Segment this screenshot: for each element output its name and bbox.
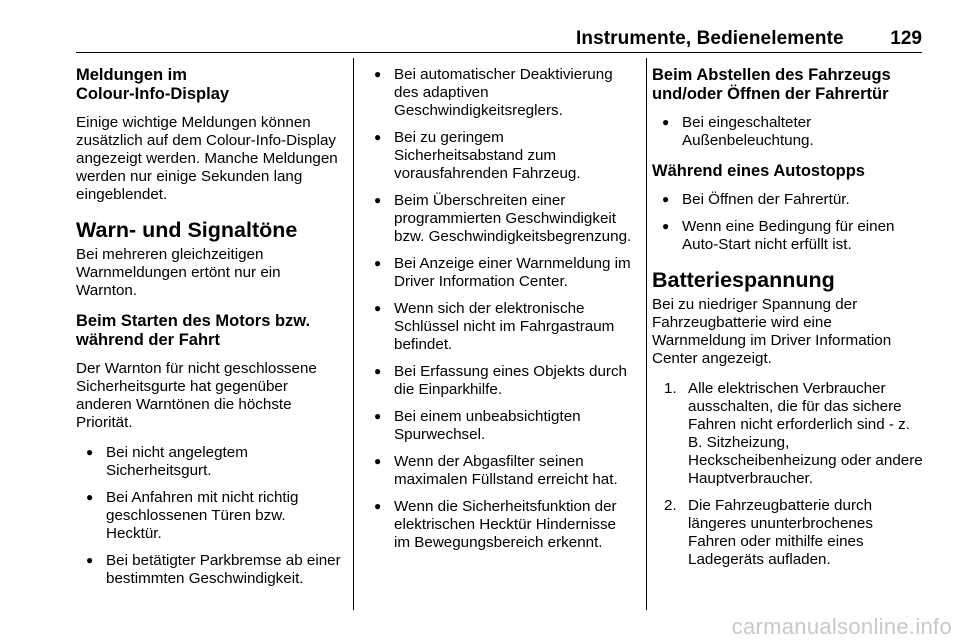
list-item: ● Wenn der Abgasfilter seinen maximalen Füllstand erreicht hat.	[364, 453, 636, 489]
column-2	[364, 66, 636, 564]
heading-beim-starten: Beim Starten des Motors bzw. während der Fahrt	[76, 312, 311, 349]
paragraph-colour-info: Einige wichtige Meldungen können zusätzlich auf dem Colour-Info-Display angezeigt werden. Manche Meldungen werden nur einige Sekunden lang eingeblendet.	[76, 114, 338, 203]
step-text: Die Fahrzeugbatterie durch längeres ununterbrochenes Fahren oder mithilfe eines Ladegeräts aufladen.	[688, 497, 873, 568]
list-item: ● Wenn eine Bedingung für einen Auto-Start nicht erfüllt ist.	[652, 218, 924, 254]
list-item: ● Beim Überschreiten einer programmierten Geschwindigkeit bzw. Geschwindigkeitsbegrenzung.	[364, 192, 636, 246]
heading-batteriespannung: Batteriespannung	[652, 268, 835, 292]
warn-list-2	[364, 66, 636, 552]
warn-list-1	[76, 444, 344, 588]
page-number: 129	[890, 28, 922, 49]
column-3	[652, 66, 924, 578]
page-title: Instrumente, Bedienelemente	[576, 28, 844, 49]
heading-colour-info-display: Meldungen im Colour-Info-Display	[76, 66, 230, 103]
column-divider-2	[646, 58, 647, 610]
list-item: ● Wenn sich der elektronische Schlüssel nicht im Fahrgastraum befindet.	[364, 300, 636, 354]
list-item: ● Bei Öffnen der Fahrertür.	[652, 191, 924, 209]
list-item: ● Bei eingeschalteter Außenbeleuchtung.	[652, 114, 924, 150]
list-item: ● Bei zu geringem Sicherheitsabstand zum vorausfahrenden Fahrzeug.	[364, 129, 636, 183]
autostopp-list	[652, 191, 924, 254]
list-item	[652, 497, 924, 569]
list-item: ● Bei automatischer Deaktivierung des adaptiven Geschwindigkeitsreglers.	[364, 66, 636, 120]
heading-autostopp: Während eines Autostopps	[652, 162, 865, 180]
park-list	[652, 114, 924, 150]
step-number: 2.	[664, 497, 677, 514]
heading-warn-signaltoene: Warn- und Signaltöne	[76, 218, 298, 242]
list-item: ● Bei Erfassung eines Objekts durch die Einparkhilfe.	[364, 363, 636, 399]
list-item: ● Bei einem unbeabsichtigten Spurwechsel.	[364, 408, 636, 444]
column-1	[76, 66, 344, 600]
column-divider-1	[353, 58, 354, 610]
list-item: ● Bei Anfahren mit nicht richtig geschlossenen Türen bzw. Hecktür.	[76, 489, 344, 543]
list-item: ● Bei nicht angelegtem Sicherheitsgurt.	[76, 444, 344, 480]
list-item: ● Bei Anzeige einer Warnmeldung im Driver Information Center.	[364, 255, 636, 291]
list-item: ● Bei betätigter Parkbremse ab einer bestimmten Geschwindigkeit.	[76, 552, 344, 588]
paragraph-start: Der Warnton für nicht geschlossene Sicherheitsgurte hat gegenüber anderen Warntönen die höchste Priorität.	[76, 360, 317, 431]
list-item: ● Wenn die Sicherheitsfunktion der elektrischen Hecktür Hindernisse im Bewegungsbereich erkennt.	[364, 498, 636, 552]
list-item	[652, 380, 924, 488]
step-text: Alle elektrischen Verbraucher ausschalten, die für das sichere Fahren nicht erforderlich sind - z. B. Sitzheizung, Heckscheibenheizung oder andere Hauptverbraucher.	[688, 380, 923, 487]
watermark: carmanualsonline.info	[731, 614, 952, 639]
paragraph-warn: Bei mehreren gleichzeitigen Warnmeldungen ertönt nur ein Warnton.	[76, 246, 281, 299]
heading-abstellen: Beim Abstellen des Fahrzeugs und/oder Öffnen der Fahrertür	[652, 66, 891, 103]
battery-steps	[652, 380, 924, 569]
paragraph-batterie: Bei zu niedriger Spannung der Fahrzeugbatterie wird eine Warnmeldung im Driver Information Center angezeigt.	[652, 296, 892, 367]
page-header	[76, 28, 922, 53]
step-number: 1.	[664, 380, 677, 397]
